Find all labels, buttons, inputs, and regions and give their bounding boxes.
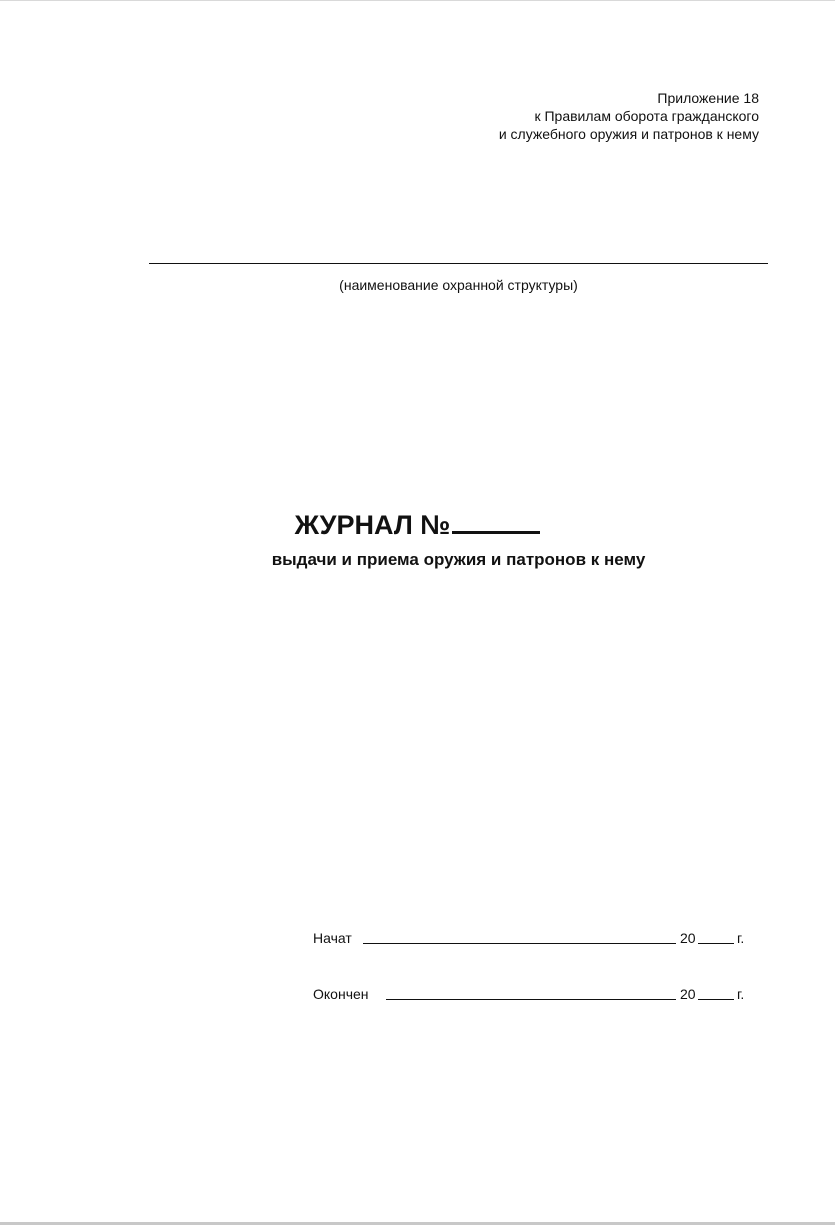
started-date-row [313,928,753,948]
appendix-line-3: и служебного оружия и патронов к нему [498,126,759,142]
journal-title-text: ЖУРНАЛ № [294,510,451,540]
journal-number-blank [452,507,540,534]
appendix-line-2: к Правилам оборота гражданского [534,108,759,124]
ended-date-row [313,984,753,1004]
started-date-line [363,943,676,944]
appendix-note [499,89,759,143]
ended-date-line [386,999,676,1000]
started-label: Начат [313,930,352,946]
organization-name-caption: (наименование охранной структуры) [339,277,578,293]
started-year-line [698,943,734,944]
journal-title [0,507,835,542]
ended-label: Окончен [313,986,369,1002]
started-year-prefix: 20 [680,930,696,946]
ended-year-suffix: г. [737,986,745,1002]
organization-name-line [149,263,768,264]
started-year-suffix: г. [737,930,745,946]
journal-subtitle: выдачи и приема оружия и патронов к нему [271,550,646,569]
ended-year-prefix: 20 [680,986,696,1002]
ended-year-line [698,999,734,1000]
appendix-line-1: Приложение 18 [657,90,759,106]
